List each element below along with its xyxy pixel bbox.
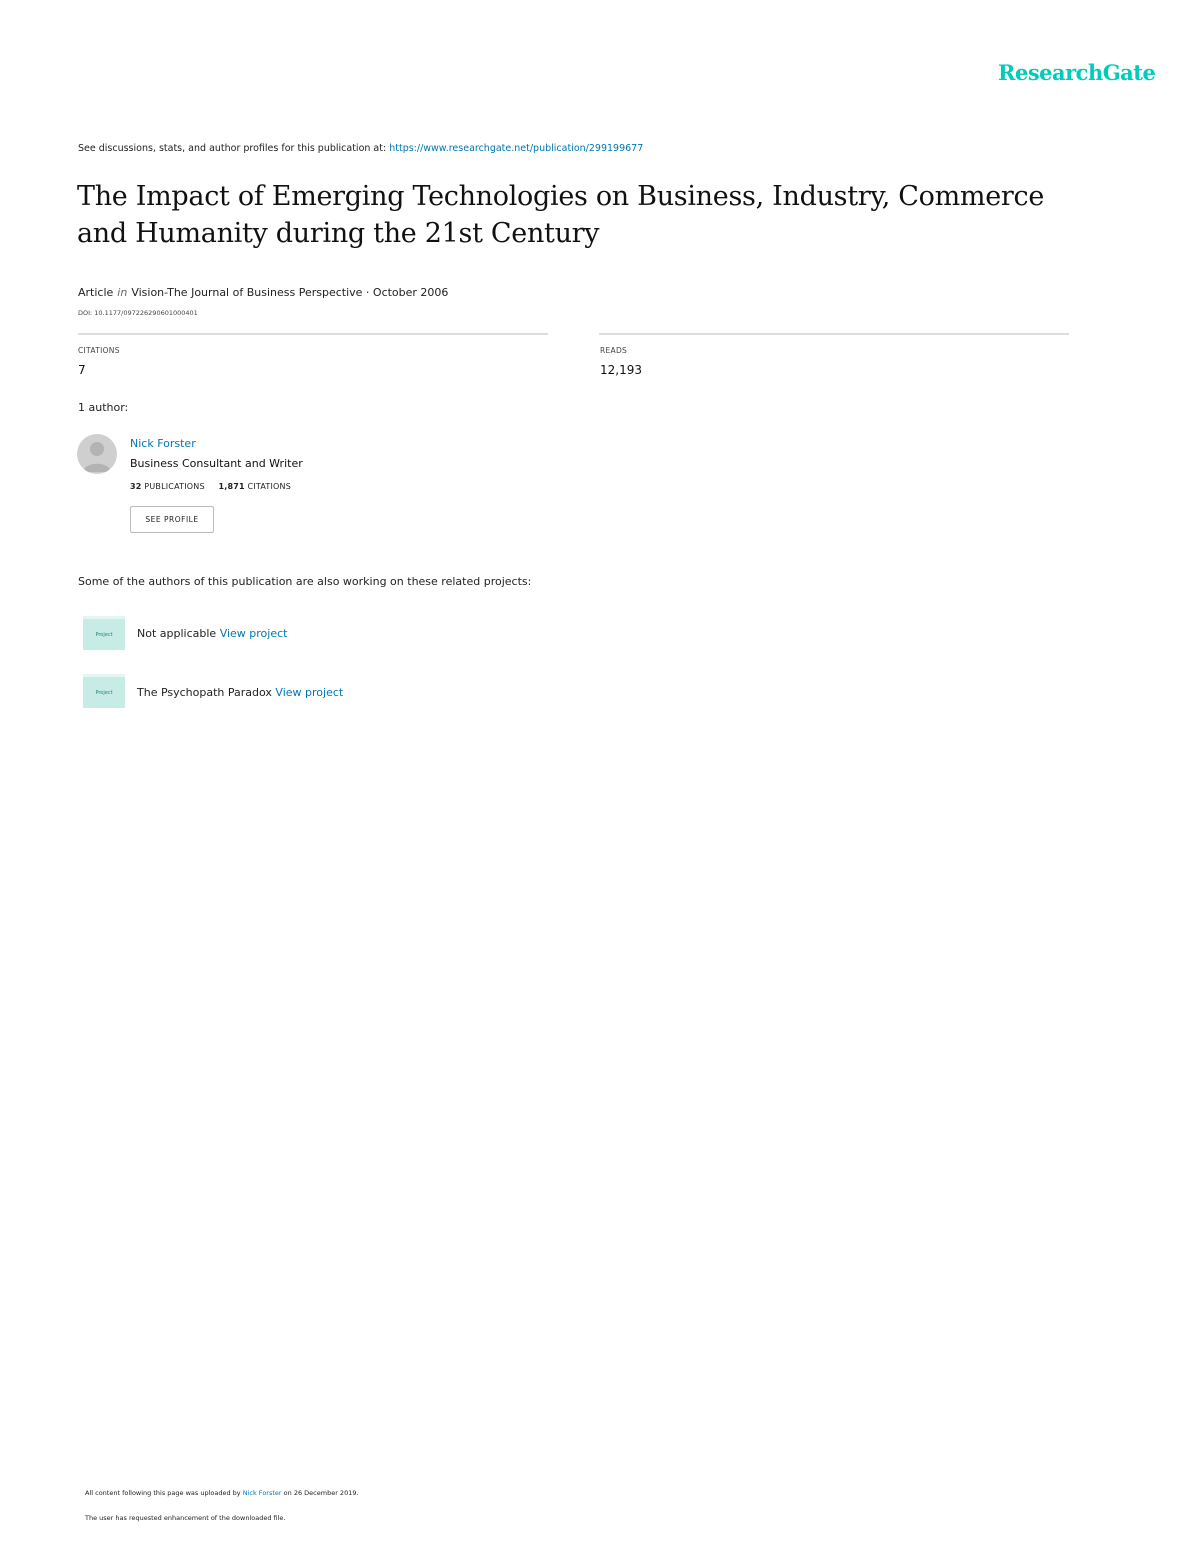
project-folder-icon <box>83 674 125 708</box>
project-name: Not applicable <box>137 627 217 640</box>
projects-intro: Some of the authors of this publication are also working on these related projects: <box>78 575 532 588</box>
project-icon-label: Project <box>95 631 113 638</box>
author-stats <box>130 482 291 491</box>
publication-type: Article <box>78 286 114 299</box>
author-affiliation: Business Consultant and Writer <box>130 457 303 470</box>
reads-label: READS <box>600 346 628 355</box>
upload-suffix: on 26 December 2019. <box>283 1489 359 1497</box>
author-citations-label: CITATIONS <box>247 482 291 491</box>
avatar[interactable] <box>77 434 117 474</box>
reads-value: 12,193 <box>600 363 642 377</box>
enhancement-note: The user has requested enhancement of the downloaded file. <box>85 1514 286 1522</box>
author-citations-count: 1,871 <box>218 482 245 491</box>
citations-value: 7 <box>78 363 86 377</box>
discussion-line <box>78 143 643 154</box>
divider-citations <box>78 333 548 335</box>
list-item <box>137 686 343 699</box>
author-publications-count: 32 <box>130 482 142 491</box>
publication-link[interactable]: https://www.researchgate.net/publication/299199677 <box>389 143 644 154</box>
in-label: in <box>117 286 128 299</box>
doi: DOI: 10.1177/097226290601000401 <box>78 309 198 317</box>
view-project-link[interactable]: View project <box>219 627 288 640</box>
upload-note <box>85 1489 359 1497</box>
authors-count: 1 author: <box>78 401 129 414</box>
researchgate-logo[interactable]: ResearchGate <box>998 60 1156 85</box>
divider-reads <box>599 333 1069 335</box>
see-profile-button[interactable]: SEE PROFILE <box>130 506 214 533</box>
author-name-link[interactable]: Nick Forster <box>130 437 196 450</box>
author-publications-label: PUBLICATIONS <box>144 482 205 491</box>
page-title: The Impact of Emerging Technologies on Business, Industry, Commerce and Humanity during the 21st Century <box>77 181 1045 249</box>
uploader-link[interactable]: Nick Forster <box>242 1489 282 1497</box>
upload-prefix: All content following this page was uploaded by <box>85 1489 241 1497</box>
discussion-text: See discussions, stats, and author profiles for this publication at: <box>78 143 387 154</box>
journal-date: Vision-The Journal of Business Perspective · October 2006 <box>131 286 449 299</box>
project-icon-label: Project <box>95 689 113 696</box>
publication-meta <box>78 286 448 299</box>
citations-label: CITATIONS <box>78 346 120 355</box>
user-silhouette-icon <box>77 434 117 474</box>
list-item <box>137 627 287 640</box>
project-name: The Psychopath Paradox <box>137 686 272 699</box>
view-project-link[interactable]: View project <box>275 686 344 699</box>
project-folder-icon <box>83 616 125 650</box>
